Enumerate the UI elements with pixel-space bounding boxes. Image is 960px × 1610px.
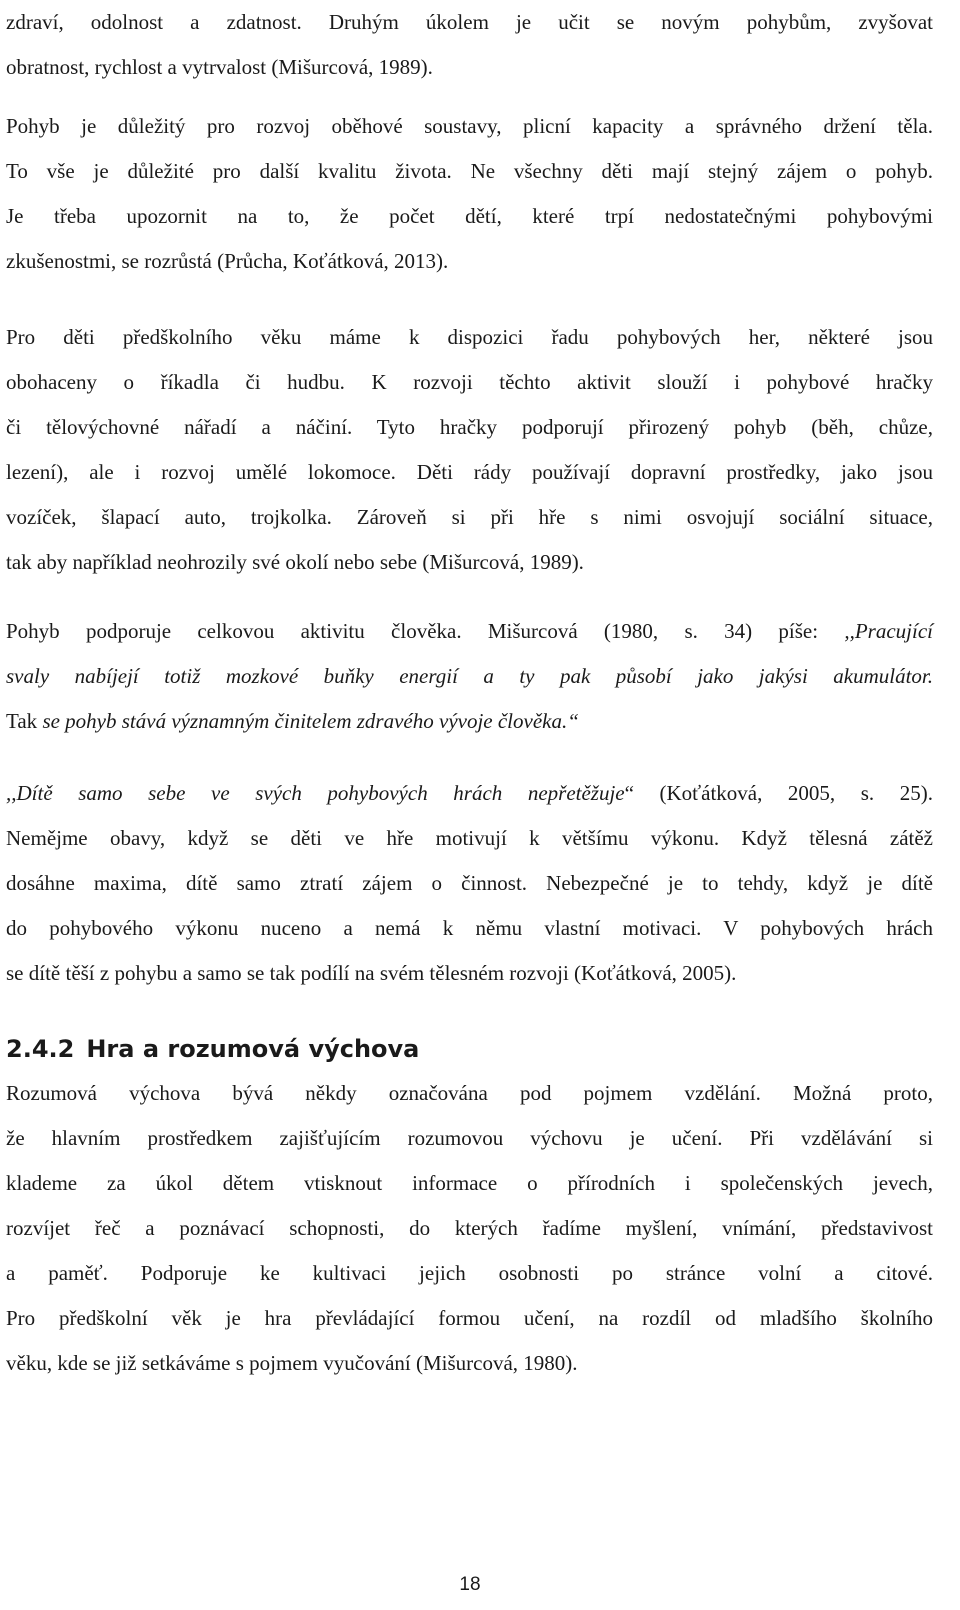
text-run: “ (Koťátková, 2005, s. 25). — [624, 781, 933, 805]
quote-close: “ — [567, 709, 579, 733]
text-line: Pro předškolní věk je hra převládající formou učení, na rozdíl od mladšího školního — [6, 1306, 933, 1330]
text-line: To vše je důležité pro další kvalitu života. Ne všechny děti mají stejný zájem o pohyb. — [6, 159, 933, 183]
text-run: Pohyb podporuje celkovou aktivitu člověka. Mišurcová (1980, s. 34) píše: — [6, 619, 819, 643]
text-line: svaly nabíjejí totiž mozkové buňky energií a ty pak působí jako jakýsi akumulátor. — [6, 664, 933, 688]
paragraph-cognitive-education — [6, 1071, 933, 1386]
text-line: Je třeba upozornit na to, že počet dětí, které trpí nedostatečnými pohybovými — [6, 204, 933, 228]
page-number: 18 — [459, 1574, 481, 1595]
text-line: obohaceny o říkadla či hudbu. K rozvoji těchto aktivit slouží i pohybové hračky — [6, 370, 933, 394]
paragraph-intro-end — [6, 0, 933, 90]
text-line: Pohyb je důležitý pro rozvoj oběhové soustavy, plicní kapacity a správného držení těla. — [6, 114, 933, 138]
text-line: zkušenostmi, se rozrůstá (Průcha, Koťátková, 2013). — [6, 249, 449, 273]
paragraph-movement-importance — [6, 104, 933, 284]
section-number: 2.4.2 — [6, 1035, 75, 1063]
text-line: dosáhne maxima, dítě samo ztratí zájem o činnost. Nebezpečné je to tehdy, když je dítě — [6, 871, 933, 895]
text-line: do pohybového výkonu nuceno a nemá k němu vlastní motivaci. V pohybových hrách — [6, 916, 933, 940]
text-line: obratnost, rychlost a vytrvalost (Mišurcová, 1989). — [6, 55, 433, 79]
quote-run: ,,Pracující — [844, 619, 934, 643]
quote-run: se pohyb stává významným činitelem zdravého vývoje člověka. — [42, 709, 568, 733]
text-line: rozvíjet řeč a poznávací schopnosti, do kterých řadíme myšlení, vnímání, představivost — [6, 1216, 933, 1240]
text-run: Tak — [6, 709, 38, 733]
text-line — [6, 609, 933, 654]
text-line: se dítě těší z pohybu a samo se tak podílí na svém tělesném rozvoji (Koťátková, 2005). — [6, 961, 737, 985]
section-title: Hra a rozumová výchova — [86, 1035, 420, 1063]
text-line: zdraví, odolnost a zdatnost. Druhým úkolem je učit se novým pohybům, zvyšovat — [6, 10, 933, 34]
text-line: či tělovýchovné nářadí a náčiní. Tyto hračky podporují přirozený pohyb (běh, chůze, — [6, 415, 933, 439]
text-line: Rozumová výchova bývá někdy označována pod pojmem vzdělání. Možná proto, — [6, 1081, 933, 1105]
text-line: a paměť. Podporuje ke kultivaci jejich osobnosti po stránce volní a citové. — [6, 1261, 933, 1285]
text-line: Pro děti předškolního věku máme k dispozici řadu pohybových her, některé jsou — [6, 325, 933, 349]
text-line: věku, kde se již setkáváme s pojmem vyučování (Mišurcová, 1980). — [6, 1351, 578, 1375]
text-line: lezení), ale i rozvoj umělé lokomoce. Děti rády používají dopravní prostředky, jako jsou — [6, 460, 933, 484]
quote-run: ,,Dítě samo sebe ve svých pohybových hrách nepřetěžuje — [6, 781, 625, 805]
text-line — [6, 699, 933, 744]
section-heading — [6, 1032, 419, 1066]
text-line: klademe za úkol dětem vtisknout informace o přírodních i společenských jevech, — [6, 1171, 933, 1195]
paragraph-movement-games — [6, 315, 933, 585]
paragraph-quote-misurcova — [6, 609, 933, 744]
paragraph-quote-kotatkova — [6, 771, 933, 996]
text-line: že hlavním prostředkem zajišťujícím rozumovou výchovu je učení. Při vzdělávání si — [6, 1126, 933, 1150]
text-line: tak aby například neohrozily své okolí nebo sebe (Mišurcová, 1989). — [6, 550, 584, 574]
text-line — [6, 771, 933, 816]
text-line: Nemějme obavy, když se děti ve hře motivují k většímu výkonu. Když tělesná zátěž — [6, 826, 933, 850]
text-line: vozíček, šlapací auto, trojkolka. Zároveň si při hře s nimi osvojují sociální situace, — [6, 505, 933, 529]
